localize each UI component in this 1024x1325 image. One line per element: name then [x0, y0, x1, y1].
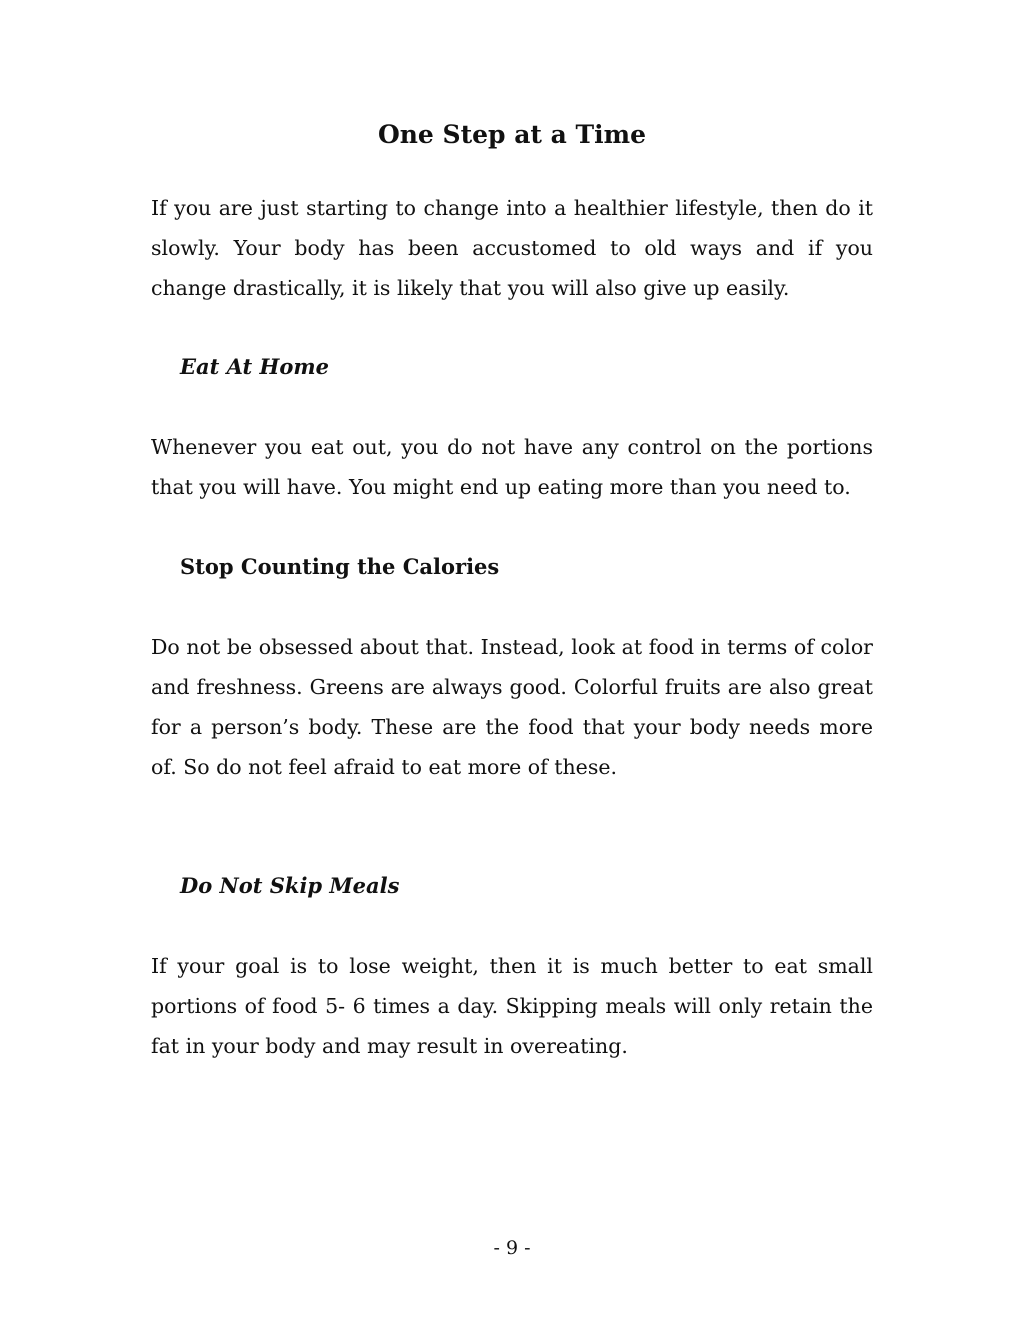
section-heading-stop-counting-calories: Stop Counting the Calories [180, 554, 500, 579]
eat-at-home-paragraph: Whenever you eat out, you do not have any control on the portions that you will have. You might end up eating more than you need to. [151, 435, 873, 499]
do-not-skip-paragraph: If your goal is to lose weight, then it is much better to eat small portions of food 5- 6 times a day. Skipping meals will only retain the fat in your body and may result in overeating. [151, 954, 873, 1058]
intro-paragraph: If you are just starting to change into a healthier lifestyle, then do it slowly. Your body has been accustomed to old ways and if you change drastically, it is likely that you will also give up easily. [151, 196, 873, 300]
section-heading-do-not-skip-meals: Do Not Skip Meals [180, 873, 400, 898]
stop-counting-paragraph: Do not be obsessed about that. Instead, look at food in terms of color and freshness. Greens are always good. Colorful fruits are also great for a person’s body. These are the food that your body needs more of. So do not feel afraid to eat more of these. [151, 635, 873, 779]
page-number: - 9 - [493, 1237, 531, 1259]
page-title: One Step at a Time [377, 120, 647, 149]
section-heading-eat-at-home: Eat At Home [180, 354, 329, 379]
